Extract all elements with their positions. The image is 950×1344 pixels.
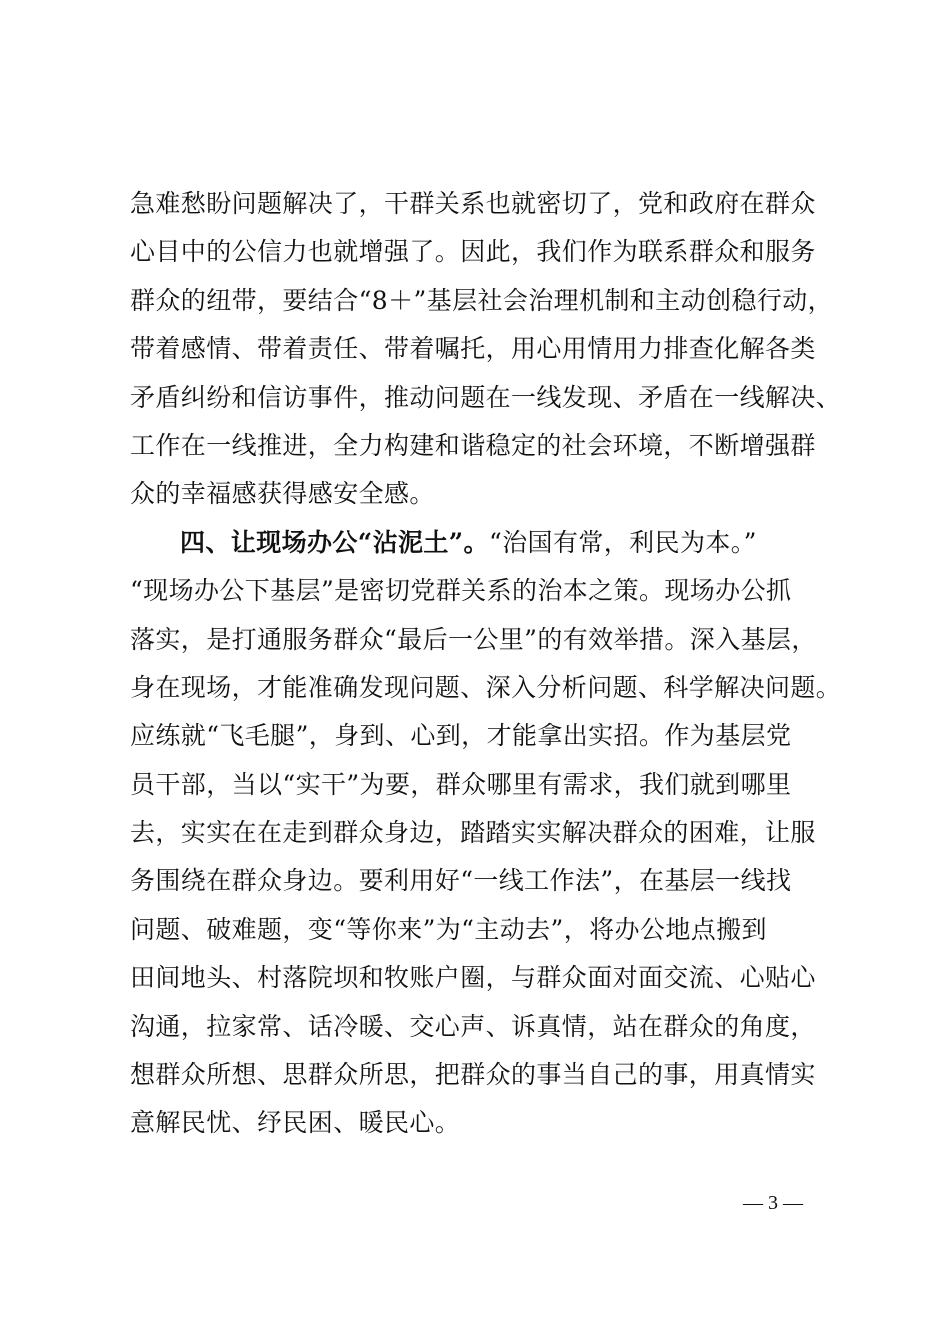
paragraph-2-line: “现场办公下基层”是密切党群关系的治本之策。现场办公抓 <box>130 576 792 606</box>
paragraph-2-line: 意解民忧、纾民困、暖民心。 <box>130 1108 461 1138</box>
paragraph-1-line: 矛盾纠纷和信访事件，推动问题在一线发现、矛盾在一线解决、 <box>130 382 842 412</box>
section-quote: “治国有常，利民为本。” <box>488 527 757 557</box>
paragraph-2-line: 应练就“飞毛腿”，身到、心到，才能拿出实招。作为基层党 <box>130 721 792 751</box>
paragraph-1-line: 群众的纽带，要结合“8＋”基层社会治理机制和主动创稳行动， <box>130 285 834 315</box>
paragraph-2-first-line <box>130 519 830 567</box>
paragraph-1-line: 众的幸福感获得感安全感。 <box>130 479 435 509</box>
body-text <box>130 180 842 1148</box>
paragraph-1-line: 工作在一线推进，全力构建和谐稳定的社会环境，不断增强群 <box>130 430 816 460</box>
paragraph-2-line: 沟通，拉家常、话冷暖、交心声、诉真情，站在群众的角度， <box>130 1011 816 1041</box>
paragraph-2-line: 落实，是打通服务群众“最后一公里”的有效举措。深入基层， <box>130 624 817 654</box>
section-heading: 四、让现场办公“沾泥土”。 <box>180 527 489 557</box>
paragraph-1-line: 急难愁盼问题解决了，干群关系也就密切了，党和政府在群众 <box>130 189 816 218</box>
paragraph-2-line: 问题、破难题，变“等你来”为“主动去”，将办公地点搬到 <box>130 914 767 944</box>
paragraph-1-line: 心目中的公信力也就增强了。因此，我们作为联系群众和服务 <box>130 237 816 267</box>
paragraph-1-line: 带着感情、带着责任、带着嘱托，用心用情用力排查化解各类 <box>130 334 816 364</box>
paragraph-2-line: 务围绕在群众身边。要利用好“一线工作法”，在基层一线找 <box>130 866 792 896</box>
paragraph-2-line: 想群众所想、思群众所思，把群众的事当自己的事，用真情实 <box>130 1060 816 1090</box>
paragraph-2-line: 田间地头、村落院坝和牧账户圈，与群众面对面交流、心贴心 <box>130 963 816 993</box>
page-number: — 3 — <box>743 1192 803 1214</box>
paragraph-2-line: 去，实实在在走到群众身边，踏踏实实解决群众的困难，让服 <box>130 818 816 848</box>
paragraph-2-line: 身在现场，才能准确发现问题、深入分析问题、科学解决问题。 <box>130 672 842 702</box>
paragraph-2-line: 员干部，当以“实干”为要，群众哪里有需求，我们就到哪里 <box>130 769 792 799</box>
